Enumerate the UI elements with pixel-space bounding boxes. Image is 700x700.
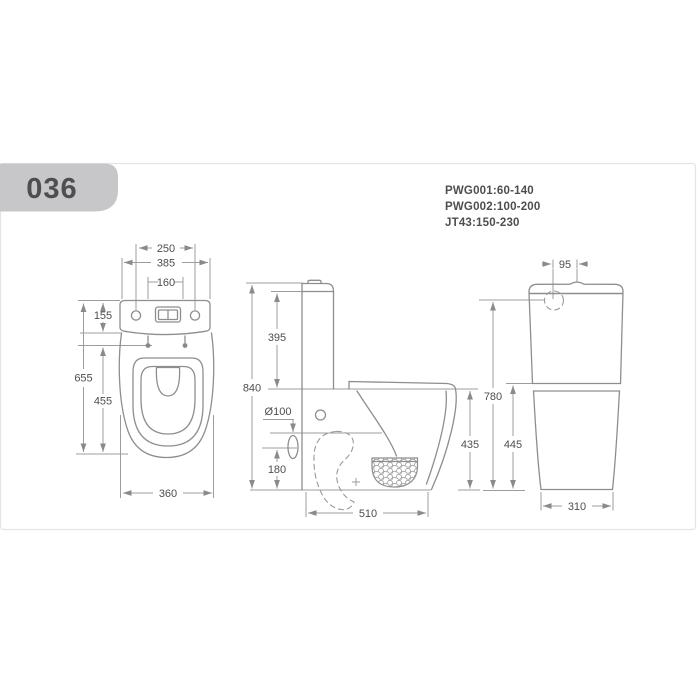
rear-dim-pan-height: 445 (503, 439, 523, 451)
code-badge (0, 164, 118, 212)
side-dim-outlet-height: 180 (267, 464, 287, 476)
front-dim-bowl-height: 455 (93, 395, 113, 408)
side-dim-depth: 510 (358, 508, 378, 520)
front-dim-tank-width: 385 (156, 257, 176, 270)
front-dim-base-width: 360 (158, 488, 178, 500)
side-dim-seat-height: 435 (460, 439, 480, 451)
side-water-area (372, 458, 418, 487)
side-dim-outlet-diameter: Ø100 (264, 406, 292, 418)
rear-dim-base-width: 310 (567, 501, 587, 513)
front-dim-button-width: 160 (156, 277, 176, 289)
spec-card-border (1, 164, 696, 530)
rear-dim-inlet-height: 780 (483, 391, 503, 403)
side-dim-overall-height: 840 (242, 382, 262, 395)
code-badge-label: 036 (26, 173, 78, 205)
rear-dim-inlet-offset: 95 (558, 259, 572, 271)
front-dim-hole-spacing: 250 (156, 243, 176, 255)
side-dim-cistern-height: 395 (267, 332, 287, 344)
model-line-3: JT43:150-230 (445, 217, 520, 229)
model-line-1: PWG001:60-140 (445, 185, 534, 197)
front-dim-tank-face-height: 155 (93, 310, 113, 322)
front-dim-total-height: 655 (74, 372, 93, 385)
model-line-2: PWG002:100-200 (445, 201, 541, 213)
